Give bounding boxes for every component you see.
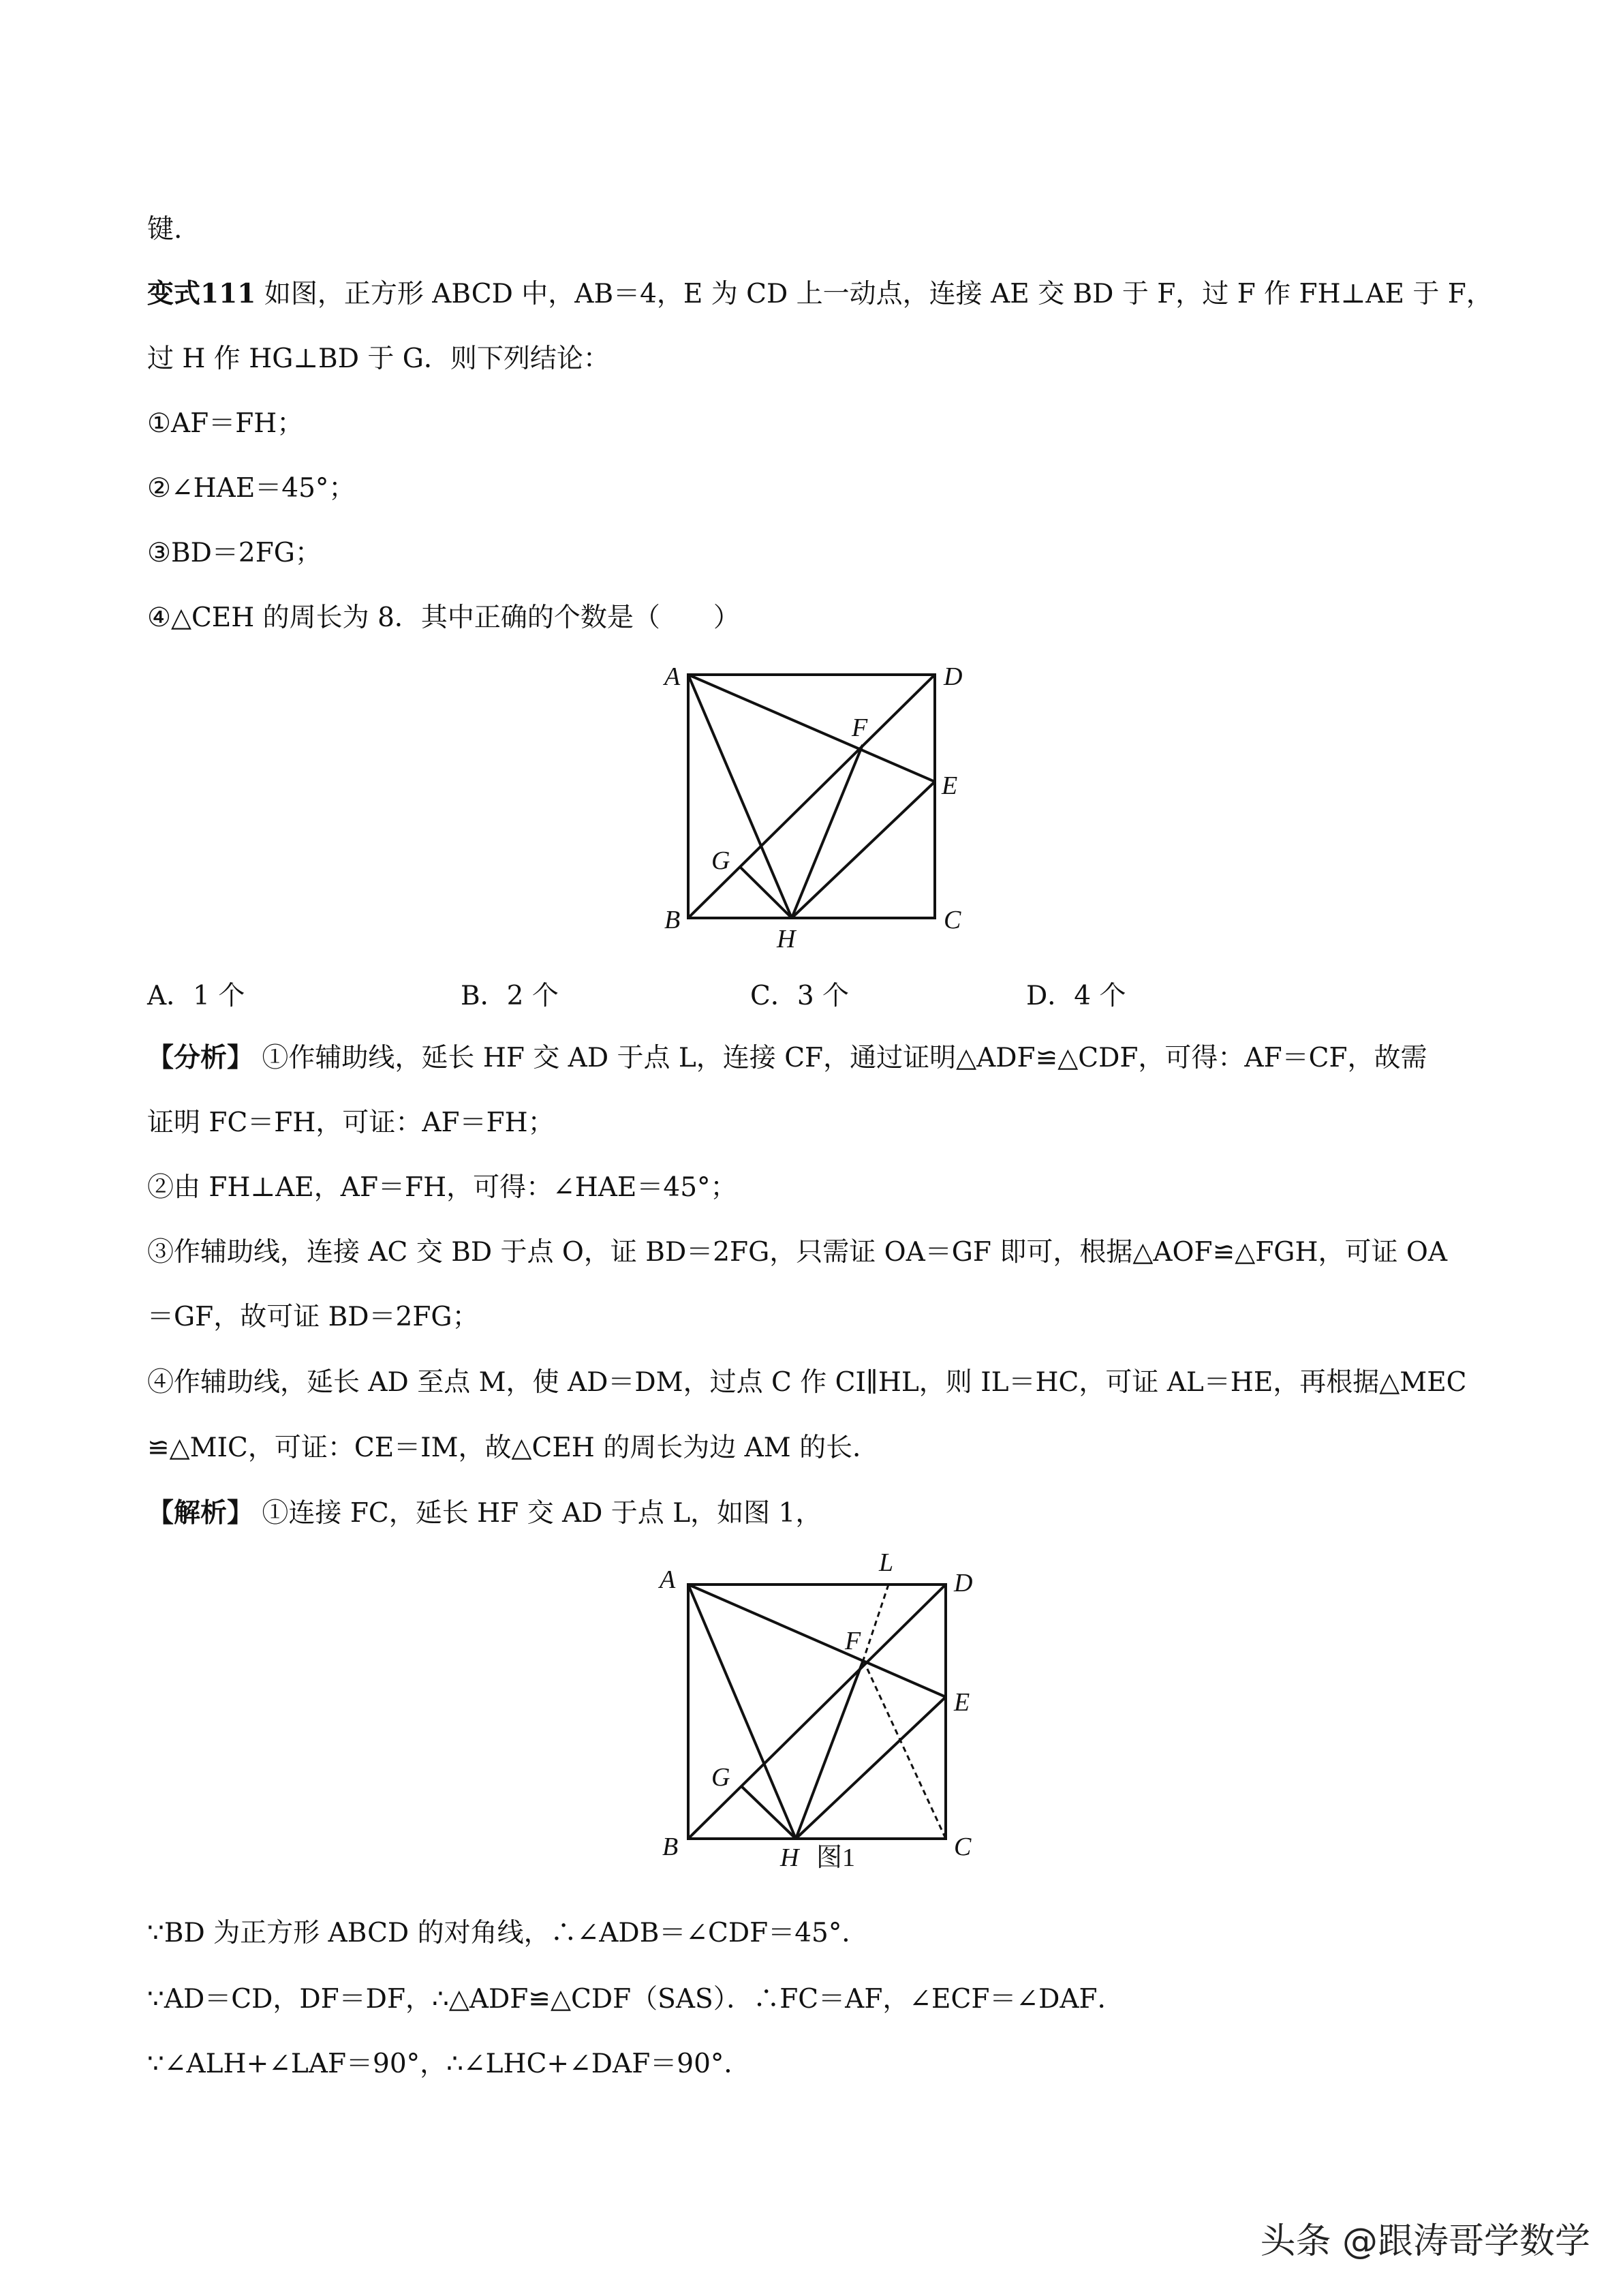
problem-figure	[654, 647, 981, 954]
figure-caption: 图1	[816, 1843, 856, 1872]
analysis-label: 【分析】	[147, 1042, 254, 1073]
fig2-label-d: D	[954, 1569, 973, 1597]
conclusion-1: ①AF＝FH；	[147, 408, 304, 439]
conclusion-4: ④△CEH 的周长为 8．其中正确的个数是（ ）	[147, 602, 740, 633]
option-c[interactable]: C．3 个	[750, 981, 850, 1011]
answer-options	[147, 975, 1169, 1009]
solution-text: ①连接 FC，延长 HF 交 AD 于点 L，如图 1，	[262, 1498, 822, 1529]
fig2-label-f: F	[845, 1627, 861, 1655]
fig2-label-b: B	[662, 1833, 679, 1861]
fig-label-b: B	[664, 906, 681, 934]
text-line-8: 证明 FC＝FH，可证：AF＝FH；	[147, 1107, 555, 1138]
fig-label-e: E	[942, 771, 958, 800]
text-line-12: ④作辅助线，延长 AD 至点 M，使 AD＝DM，过点 C 作 CI∥HL，则 IL＝HC，可证 AL＝HE，再根据△MEC	[147, 1367, 1467, 1398]
footer-watermark: 头条 @跟涛哥学数学	[1260, 2221, 1590, 2262]
fig2-label-a: A	[660, 1565, 676, 1594]
solution-label: 【解析】	[147, 1497, 254, 1529]
fig-label-a: A	[664, 662, 681, 691]
analysis-header	[147, 1041, 1427, 1075]
fig2-label-h: H	[780, 1843, 799, 1872]
option-b[interactable]: B．2 个	[461, 981, 559, 1011]
text-line-2: 过 H 作 HG⊥BD 于 G．则下列结论：	[147, 343, 610, 374]
text-line-15: ∵BD 为正方形 ABCD 的对角线，∴∠ADB＝∠CDF＝45°．	[147, 1918, 869, 1948]
problem-text: 如图，正方形 ABCD 中，AB＝4，E 为 CD 上一动点，连接 AE 交 BD 于 F，过 F 作 FH⊥AE 于 F，	[264, 279, 1493, 309]
problem-label: 变式111	[147, 278, 256, 309]
fig2-label-g: G	[711, 1763, 730, 1792]
fig2-label-c: C	[954, 1833, 972, 1861]
text-line-11: ＝GF，故可证 BD＝2FG；	[147, 1302, 479, 1332]
text-line-16: ∵AD＝CD，DF＝DF，∴△ADF≌△CDF（SAS）．∴FC＝AF，∠ECF＝∠DAF．	[147, 1984, 1124, 2015]
fig-label-c: C	[944, 906, 961, 934]
option-a[interactable]: A．1 个	[147, 981, 245, 1011]
text-line-9: ②由 FH⊥AE，AF＝FH，可得：∠HAE＝45°；	[147, 1172, 737, 1203]
solution-figure	[654, 1547, 995, 1888]
fig-label-d: D	[944, 662, 963, 691]
fig-label-h: H	[777, 925, 796, 953]
fig-label-f: F	[852, 714, 868, 742]
text-line-13: ≌△MIC，可证：CE＝IM，故△CEH 的周长为边 AM 的长．	[147, 1433, 880, 1463]
text-line-0: 键.	[147, 214, 183, 245]
conclusion-3: ③BD＝2FG；	[147, 538, 322, 568]
fig2-label-l: L	[879, 1548, 894, 1577]
solution-header	[147, 1496, 822, 1531]
fig-label-g: G	[711, 846, 730, 875]
option-d[interactable]: D．4 个	[1026, 981, 1126, 1011]
text-line-10: ③作辅助线，连接 AC 交 BD 于点 O，证 BD＝2FG，只需证 OA＝GF 即可，根据△AOF≌△FGH，可证 OA	[147, 1237, 1448, 1268]
text-line-17: ∵∠ALH+∠LAF＝90°，∴∠LHC+∠DAF＝90°．	[147, 2049, 751, 2079]
conclusion-2: ②∠HAE＝45°；	[147, 473, 356, 504]
fig2-label-e: E	[954, 1688, 970, 1717]
problem-header	[147, 277, 1493, 311]
analysis-text: ①作辅助线，延长 HF 交 AD 于点 L，连接 CF，通过证明△ADF≌△CDF，可得：AF＝CF，故需	[262, 1043, 1427, 1073]
